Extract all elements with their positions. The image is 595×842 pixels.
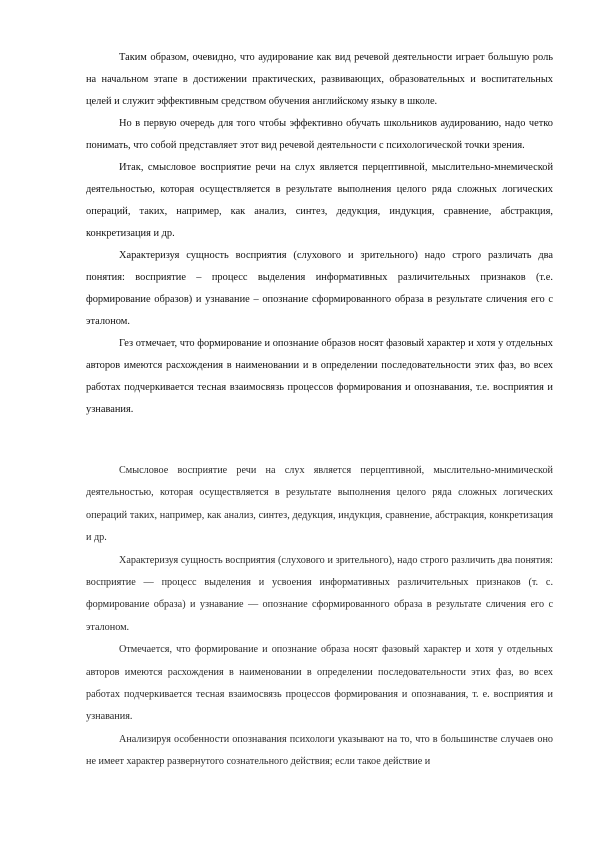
text-section-primary [86,47,553,421]
paragraph: Характеризуя сущность восприятия (слухового и зрительного), надо строго различить два понятия: восприятие — процесс выделения и усвоения информативных различительных признаков (т. с. формирование образа) и узнавание — опознание сформированного образа в результате сличения его с эталоном. [86,554,553,633]
text-section-secondary [86,460,553,774]
paragraph: Характеризуя сущность восприятия (слухового и зрительного) надо строго различать два понятия: восприятие – процесс выделения информативных различительных признаков (т.е. формирование образов) и узнавание – опознание сформированного образа в результате сличения его с эталоном. [86,250,553,327]
paragraph: Отмечается, что формирование и опознание образа носят фазовый характер и хотя у отдельных авторов имеются расхождения в наименовании в определении последовательности этих фаз, во всех работах подчеркивается тесная взаимосвязь процессов формирования и опознавания, т. е. восприятия и узнавания. [86,644,553,723]
paragraph: Анализируя особенности опознавания психологи указывают на то, что в большинстве случаев оно не имеет характер развернутого сознательного действия; если такое действие и [86,733,553,768]
paragraph: Таким образом, очевидно, что аудирование как вид речевой деятельности играет большую роль на начальном этапе в достижении практических, развивающих, образовательных и воспитательных целей и служит эффективным средством обучения английскому языку в школе. [86,52,553,107]
paragraph: Итак, смысловое восприятие речи на слух является перцептивной, мыслительно-мнемической деятельностью, которая осуществляется в результате выполнения целого ряда сложных логических операций, таких, например, как анализ, синтез, дедукция, индукция, сравнение, абстракция, конкретизация и др. [86,162,553,239]
paragraph: Гез отмечает, что формирование и опознание образов носят фазовый характер и хотя у отдельных авторов имеются расхождения в наименовании и в определении последовательности этих фаз, во всех работах подчеркивается тесная взаимосвязь процессов формирования и опознавания, т.е. восприятия и узнавания. [86,338,553,415]
paragraph: Но в первую очередь для того чтобы эффективно обучать школьников аудированию, надо четко понимать, что собой представляет этот вид речевой деятельности с психологической точки зрения. [86,118,553,151]
paragraph: Смысловое восприятие речи на слух является перцептивной, мыслительно-мнимической деятельностью, которая осуществляется в результате выполнения целого ряда сложных логических операций таких, например, как анализ, синтез, дедукция, индукция, сравнение, абстракция, конкретизация и др. [86,465,553,544]
